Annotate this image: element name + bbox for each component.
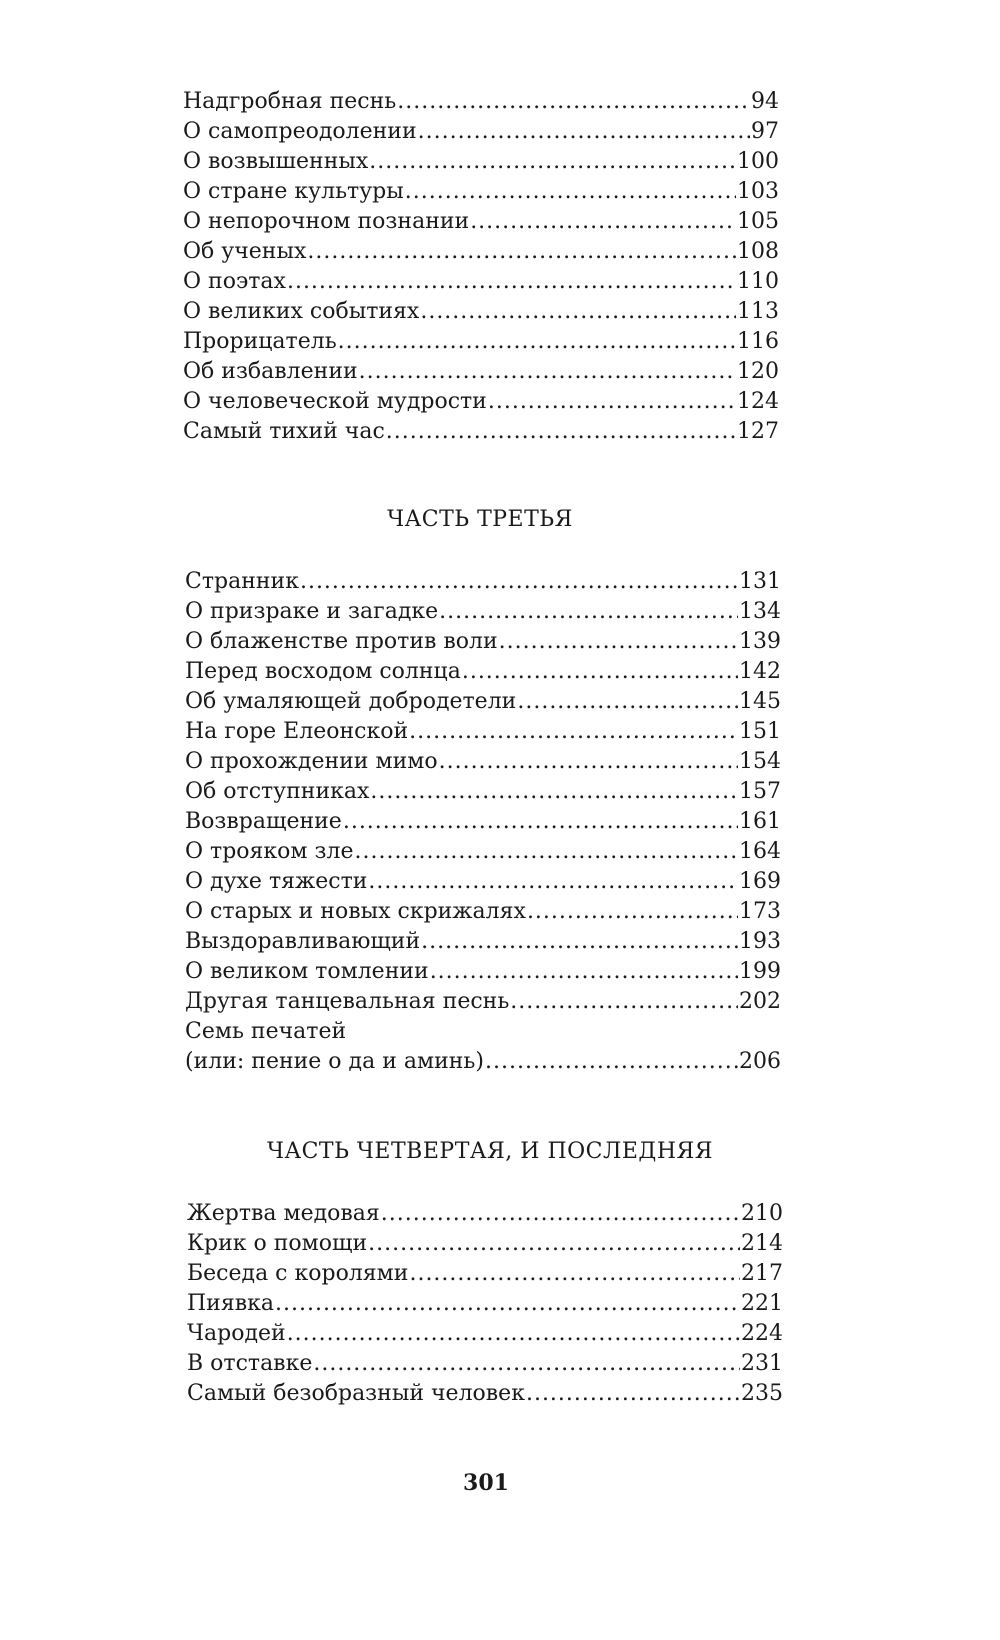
section-heading-part-three: ЧАСТЬ ТРЕТЬЯ (387, 507, 573, 532)
toc-entry (185, 687, 781, 717)
dot-leader (409, 717, 738, 747)
toc-entry-title: (или: пение о да и аминь) (185, 1049, 484, 1074)
toc-entry-page: 221 (741, 1291, 783, 1316)
dot-leader (418, 117, 750, 147)
dot-leader (338, 327, 736, 357)
toc-entry-title: О прохождении мимо (185, 749, 438, 774)
toc-entry-title: Об ученых (183, 239, 307, 264)
toc-entry-page: 127 (737, 419, 779, 444)
toc-entry (183, 177, 779, 207)
toc-entry-page: 173 (739, 899, 781, 924)
toc-entry (183, 147, 779, 177)
dot-leader (485, 1047, 738, 1077)
toc-entry (185, 597, 781, 627)
dot-leader (499, 627, 738, 657)
dot-leader (300, 567, 738, 597)
toc-entry-title: О великих событиях (183, 299, 420, 324)
toc-section-part-four (187, 1199, 783, 1409)
toc-entry (183, 327, 779, 357)
toc-entry-title: Пиявка (187, 1291, 274, 1316)
toc-entry (183, 357, 779, 387)
toc-entry (185, 987, 781, 1017)
toc-entry-page: 157 (739, 779, 781, 804)
toc-entry-title: Перед восходом солнца (185, 659, 461, 684)
toc-entry-title: В отставке (187, 1351, 313, 1376)
toc-entry-title: Другая танцевальная песнь (185, 989, 510, 1014)
dot-leader (510, 987, 738, 1017)
toc-entry-title: О призраке и загадке (185, 599, 439, 624)
toc-entry-page: 214 (741, 1231, 783, 1256)
toc-entry (183, 267, 779, 297)
toc-entry (185, 897, 781, 927)
dot-leader (368, 867, 738, 897)
toc-entry-title: Об избавлении (183, 359, 358, 384)
toc-entry-title: Об отступниках (185, 779, 370, 804)
toc-entry (185, 927, 781, 957)
toc-entry-page: 139 (739, 629, 781, 654)
toc-entry-page: 217 (741, 1261, 783, 1286)
toc-entry-title: Беседа с королями (187, 1261, 409, 1286)
page-number: 301 (463, 1470, 509, 1496)
toc-entry-page: 193 (739, 929, 781, 954)
toc-entry-title: О блаженстве против воли (185, 629, 498, 654)
toc-entry-title: О самопреодолении (183, 119, 417, 144)
toc-entry-page: 231 (741, 1351, 783, 1376)
toc-entry (185, 1047, 781, 1077)
dot-leader (517, 687, 738, 717)
toc-entry (187, 1379, 783, 1409)
toc-entry-title-line: Семь печатей (185, 1019, 347, 1044)
toc-entry-title: О трояком зле (185, 839, 354, 864)
toc-entry-title: Надгробная песнь (183, 89, 397, 114)
toc-entry-page: 151 (739, 719, 781, 744)
toc-entry-title: О человеческой мудрости (183, 389, 487, 414)
dot-leader (439, 747, 738, 777)
toc-entry (185, 567, 781, 597)
toc-entry-title: На горе Елеонской (185, 719, 409, 744)
dot-leader (470, 207, 736, 237)
dot-leader (439, 597, 738, 627)
toc-entry-page: 206 (739, 1049, 781, 1074)
section-heading-part-four: ЧАСТЬ ЧЕТВЕРТАЯ, И ПОСЛЕДНЯЯ (266, 1139, 714, 1164)
toc-entry (187, 1319, 783, 1349)
dot-leader (430, 957, 738, 987)
toc-entry-page: 131 (739, 569, 781, 594)
toc-entry-page: 169 (739, 869, 781, 894)
toc-entry-page: 94 (751, 89, 779, 114)
dot-leader (355, 837, 738, 867)
toc-entry-page: 202 (739, 989, 781, 1014)
toc-entry-page: 116 (737, 329, 779, 354)
dot-leader (527, 897, 738, 927)
toc-entry-title: О поэтах (183, 269, 286, 294)
toc-entry-page: 154 (739, 749, 781, 774)
dot-leader (421, 927, 738, 957)
toc-entry-title: О стране культуры (183, 179, 404, 204)
toc-entry (185, 747, 781, 777)
toc-entry-page: 142 (739, 659, 781, 684)
toc-entry-page: 100 (737, 149, 779, 174)
toc-entry-title: О духе тяжести (185, 869, 368, 894)
toc-entry-title: О возвышенных (183, 149, 369, 174)
dot-leader (343, 807, 738, 837)
toc-entry-page: 108 (737, 239, 779, 264)
dot-leader (313, 1349, 740, 1379)
toc-entry (185, 867, 781, 897)
toc-entry-title: Выздоравливающий (185, 929, 421, 954)
toc-entry (183, 87, 779, 117)
toc-entry-page: 145 (739, 689, 781, 714)
toc-entry-page: 105 (737, 209, 779, 234)
toc-entry-page: 120 (737, 359, 779, 384)
toc-section-part-three (185, 567, 781, 1077)
dot-leader (275, 1289, 740, 1319)
toc-entry-title: О старых и новых скрижалях (185, 899, 526, 924)
toc-entry-page: 164 (739, 839, 781, 864)
toc-entry-title: Крик о помощи (187, 1231, 368, 1256)
toc-entry (183, 297, 779, 327)
dot-leader (420, 297, 736, 327)
toc-entry-page: 124 (737, 389, 779, 414)
toc-entry-page: 134 (739, 599, 781, 624)
toc-entry-title: Самый тихий час (183, 419, 385, 444)
toc-entry-page: 235 (741, 1381, 783, 1406)
toc-section-part-two-continued (183, 87, 779, 447)
toc-entry-title: О великом томлении (185, 959, 429, 984)
toc-entry-title: Странник (185, 569, 299, 594)
dot-leader (526, 1379, 740, 1409)
toc-entry-title: Возвращение (185, 809, 342, 834)
toc-entry-page: 210 (741, 1201, 783, 1226)
toc-entry (185, 657, 781, 687)
toc-entry (185, 837, 781, 867)
toc-entry-page: 224 (741, 1321, 783, 1346)
dot-leader (369, 147, 736, 177)
dot-leader (488, 387, 736, 417)
dot-leader (287, 1319, 740, 1349)
dot-leader (397, 87, 750, 117)
toc-entry (183, 417, 779, 447)
dot-leader (381, 1199, 740, 1229)
toc-entry-title: Жертва медовая (187, 1201, 380, 1226)
toc-entry-page: 113 (737, 299, 779, 324)
toc-entry (185, 957, 781, 987)
dot-leader (359, 357, 736, 387)
toc-entry (187, 1289, 783, 1319)
toc-entry-page: 199 (739, 959, 781, 984)
toc-entry (187, 1349, 783, 1379)
toc-entry (183, 387, 779, 417)
toc-entry-title: Об умаляющей добродетели (185, 689, 517, 714)
toc-entry (185, 717, 781, 747)
dot-leader (287, 267, 736, 297)
toc-entry (185, 777, 781, 807)
dot-leader (307, 237, 736, 267)
toc-entry (183, 117, 779, 147)
toc-entry-page: 103 (737, 179, 779, 204)
dot-leader (386, 417, 736, 447)
toc-entry-title: Прорицатель (183, 329, 337, 354)
toc-entry-page: 110 (737, 269, 779, 294)
toc-entry (185, 627, 781, 657)
dot-leader (405, 177, 736, 207)
toc-entry (185, 807, 781, 837)
toc-entry (187, 1199, 783, 1229)
toc-entry-title: Самый безобразный человек (187, 1381, 525, 1406)
dot-leader (462, 657, 738, 687)
toc-entry-title: Чародей (187, 1321, 286, 1346)
toc-entry (187, 1229, 783, 1259)
toc-entry-title: О непорочном познании (183, 209, 470, 234)
toc-entry-page: 97 (751, 119, 779, 144)
toc-entry-page: 161 (739, 809, 781, 834)
dot-leader (368, 1229, 740, 1259)
toc-entry (187, 1259, 783, 1289)
dot-leader (409, 1259, 740, 1289)
toc-entry (183, 207, 779, 237)
toc-entry (183, 237, 779, 267)
dot-leader (370, 777, 738, 807)
